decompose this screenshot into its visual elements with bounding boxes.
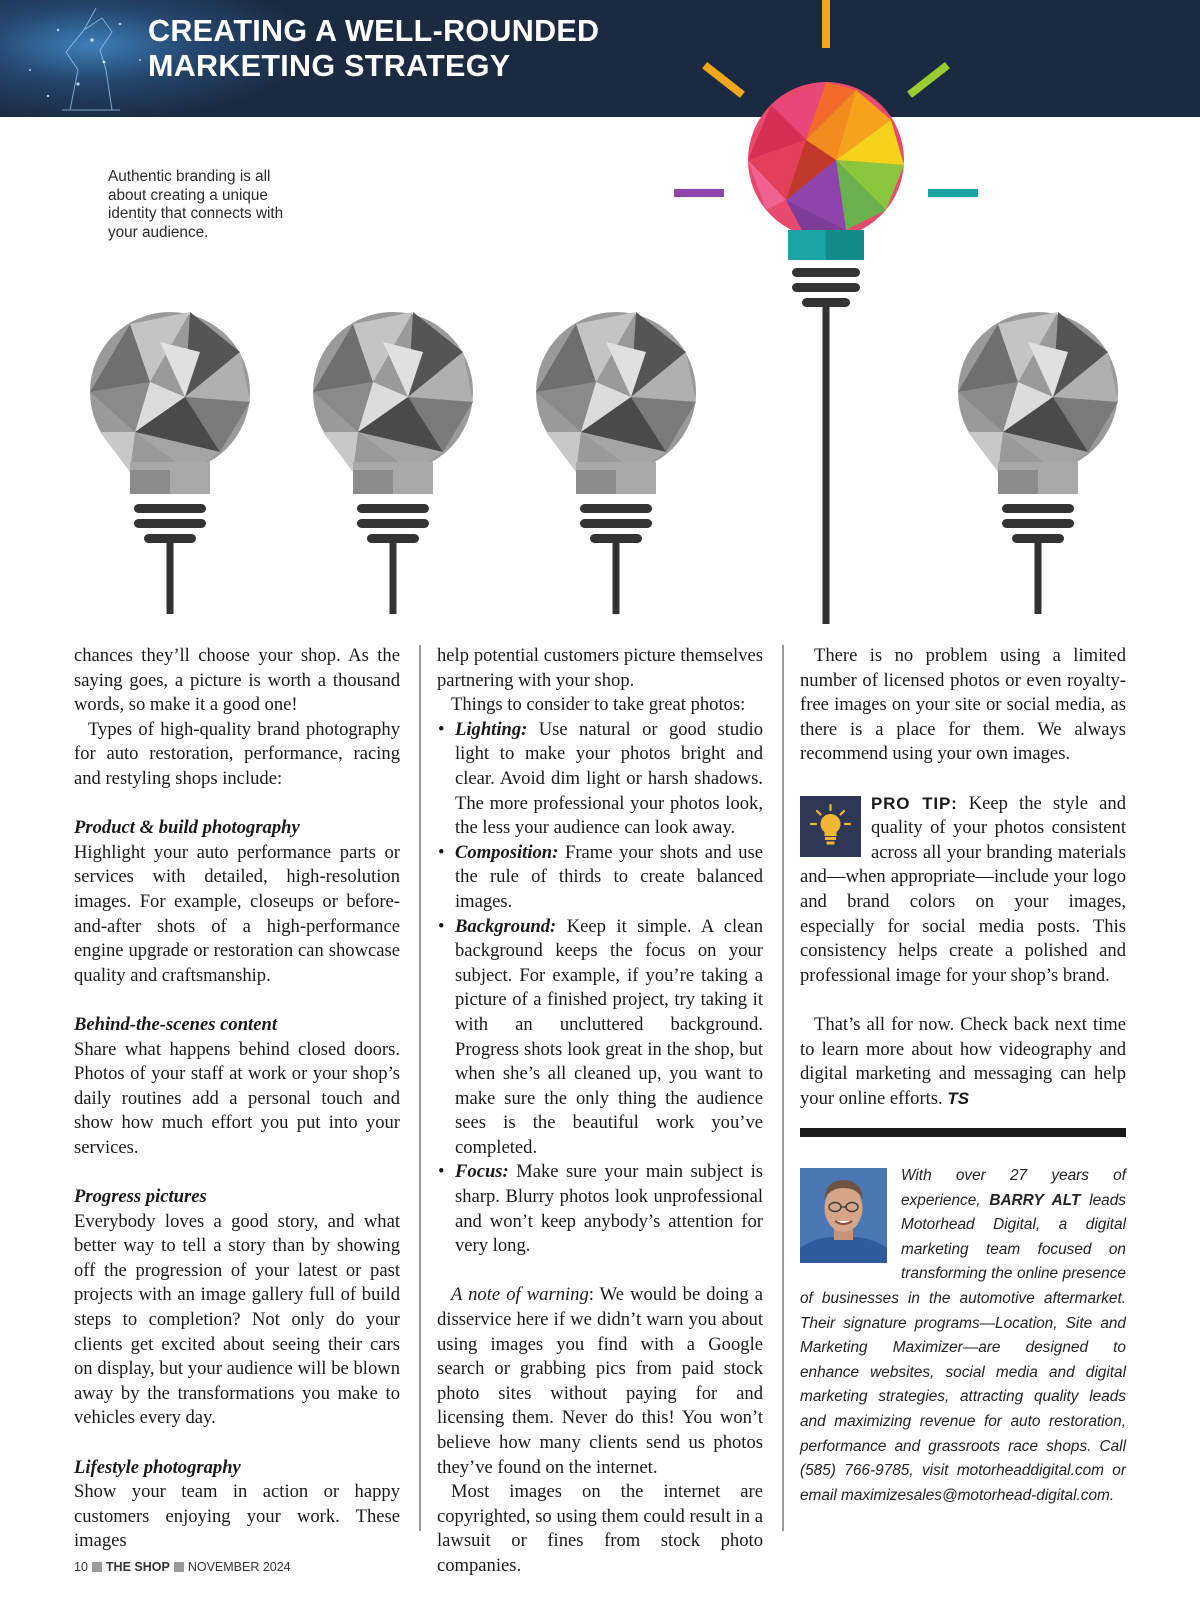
paragraph: Show your team in action or happy customers enjoying your work. These images (74, 1481, 400, 1552)
paragraph: chances they’ll choose your shop. As the saying goes, a picture is worth a thousand words, so make it a good one! (74, 645, 400, 716)
column-1 (74, 644, 400, 1554)
list-item: • Background: Keep it simple. A clean background keeps the focus on your subject. For example, if you’re taking a picture of a finished project, try taking it with an uncluttered background. Progress shots look great in the shop, but when she’s all cleaned up, you want to make sure the only thing the audience sees is the beautiful work you’ve completed. (437, 915, 763, 1161)
paragraph-warning: A note of warning: We would be doing a disservice here if we didn’t warn you about using images you find with a Google search or grabbing pics from paid stock photo sites without paying for and licensing them. Never do this! You won’t believe how many clients send us photos they’ve found on the internet. (437, 1284, 763, 1478)
bio-divider-bar (800, 1128, 1126, 1137)
paragraph: help potential customers picture themselves partnering with your shop. (437, 645, 763, 691)
closing-paragraph: That’s all for now. Check back next time to learn more about how videography and digital marketing and messaging can help your online efforts. TS (800, 1013, 1126, 1109)
author-name: BARRY ALT (989, 1191, 1081, 1209)
pro-tip-label: PRO TIP: (871, 793, 958, 813)
author-photo (800, 1168, 887, 1263)
paragraph: Share what happens behind closed doors. Photos of your staff at work or your shop’s daily routines add a personal touch and show how much effort you put into your services. (74, 1038, 400, 1158)
subheading-behind-scenes: Behind-the-scenes content (74, 1013, 277, 1035)
page-number: 10 (74, 1560, 88, 1574)
issue-date: NOVEMBER 2024 (187, 1560, 291, 1574)
title-line-2: MARKETING STRATEGY (148, 49, 511, 83)
page-footer (74, 1560, 291, 1574)
paragraph: Highlight your auto performance parts or services with detailed, high-resolution images. For example, closeups or before-and-after shots of a high-performance engine upgrade or restoration can showcase quality and craftsmanship. (74, 841, 400, 986)
paragraph: Most images on the internet are copyrighted, so using them could result in a lawsuit or fines from stock photo companies. (437, 1481, 763, 1576)
lightbulb-illustration (0, 0, 1200, 640)
magazine-name: THE SHOP (105, 1560, 170, 1574)
column-divider (782, 645, 784, 1531)
subheading-product: Product & build photography (74, 817, 300, 839)
paragraph: Types of high-quality brand photography for auto restoration, performance, racing and restyling shops include: (74, 718, 400, 789)
column-2 (437, 644, 763, 1579)
end-mark: TS (947, 1088, 970, 1108)
photo-tips-list (437, 718, 763, 1259)
author-bio: With over 27 years of experience, BARRY ALT leads Motorhead Digital, a digital marketing team focused on transforming the online presence of businesses in the automotive aftermarket. Their signature programs—Location, Site and Marketing Maximizer—are designed to enhance websites, social media and digital marketing strategies, attracting quality leads and maximizing revenue for auto restoration, performance and grassroots race shops. Call (585) 766-9785, visit motorheaddigital.com or email maximizesales@motorhead-digital.com. (800, 1167, 1126, 1504)
pro-tip (800, 792, 1126, 989)
column-divider (419, 645, 421, 1531)
subheading-progress: Progress pictures (74, 1186, 207, 1208)
paragraph: Everybody loves a good story, and what better way to tell a story than by showing off the progression of your latest or past projects with an image gallery full of build steps to completion? Not only do your clients get excited about seeing their cars on display, but your audience will be blown away by the transformations you make to vehicles every day. (74, 1210, 400, 1429)
subheading-lifestyle: Lifestyle photography (74, 1456, 241, 1478)
title-line-1: CREATING A WELL-ROUNDED (148, 14, 600, 48)
image-caption: Authentic branding is all about creating a unique identity that connects with your audience. (108, 168, 284, 241)
color-bulb (674, 0, 978, 624)
paragraph: Things to consider to take great photos: (451, 694, 746, 716)
list-item: • Focus: Make sure your main subject is sharp. Blurry photos look unprofessional and won’t keep anybody’s attention for very long. (437, 1160, 763, 1258)
column-3 (800, 644, 1126, 1111)
pro-tip-text: Keep the style and quality of your photos consistent across all your branding materials and—when appropriate—include your logo and brand colors on your images, especially for social media posts. This consistency helps create a polished and professional image for your shop’s brand. (800, 792, 1126, 986)
paragraph: There is no problem using a limited number of licensed photos or even royalty-free images on your site or social media, as there is a place for them. We always recommend using your own images. (800, 645, 1126, 765)
lightbulb-icon (800, 796, 861, 857)
list-item: • Lighting: Use natural or good studio light to make your photos bright and clear. Avoid dim light or harsh shadows. The more professional your photos look, the less your audience can look away. (437, 718, 763, 841)
list-item: • Composition: Frame your shots and use the rule of thirds to create balanced images. (437, 841, 763, 915)
